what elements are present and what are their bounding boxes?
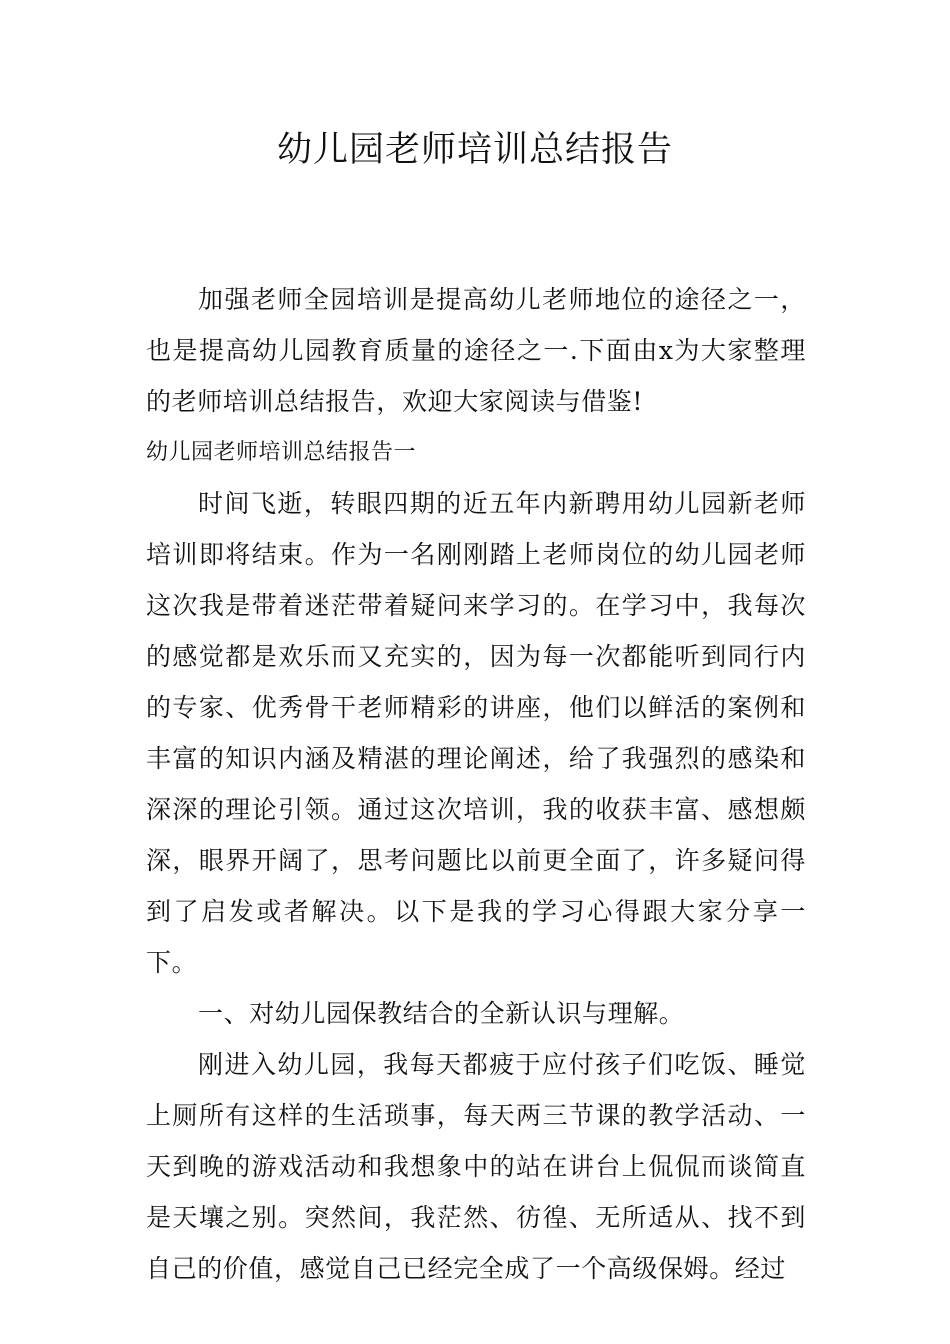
body-paragraph-2: 刚进入幼儿园，我每天都疲于应付孩子们吃饭、睡觉上厕所有这样的生活琐事，每天两三节课的教学活动、一天到晚的游戏活动和我想象中的站在讲台上侃侃而谈简直是天壤之别。突然间，我茫然、彷徨、无所适从、找不到自己的价值，感觉自己已经完全成了一个高级保姆。经过 xyxy=(146,1050,806,1283)
body-paragraph-1: 时间飞逝，转眼四期的近五年内新聘用幼儿园新老师培训即将结束。作为一名刚刚踏上老师岗位的幼儿园老师这次我是带着迷茫带着疑问来学习的。在学习中，我每次的感觉都是欢乐而又充实的，因为每一次都能听到同行内的专家、优秀骨干老师精彩的讲座，他们以鲜活的案例和丰富的知识内涵及精湛的理论阐述，给了我强烈的感染和深深的理论引领。通过这次培训，我的收获丰富、感想颇深，眼界开阔了，思考问题比以前更全面了，许多疑问得到了启发或者解决。以下是我的学习心得跟大家分享一下。 xyxy=(146,489,806,977)
document-body xyxy=(146,274,806,1294)
point-heading-1: 一、对幼儿园保教结合的全新认识与理解。 xyxy=(198,999,685,1028)
section-title: 幼儿园老师培训总结报告一 xyxy=(146,440,417,465)
document-title: 幼儿园老师培训总结报告 xyxy=(276,130,673,170)
intro-paragraph: 加强老师全园培训是提高幼儿老师地位的途径之一，也是提高幼儿园教育质量的途径之一.下面由x为大家整理的老师培训总结报告，欢迎大家阅读与借鉴! xyxy=(146,285,806,416)
